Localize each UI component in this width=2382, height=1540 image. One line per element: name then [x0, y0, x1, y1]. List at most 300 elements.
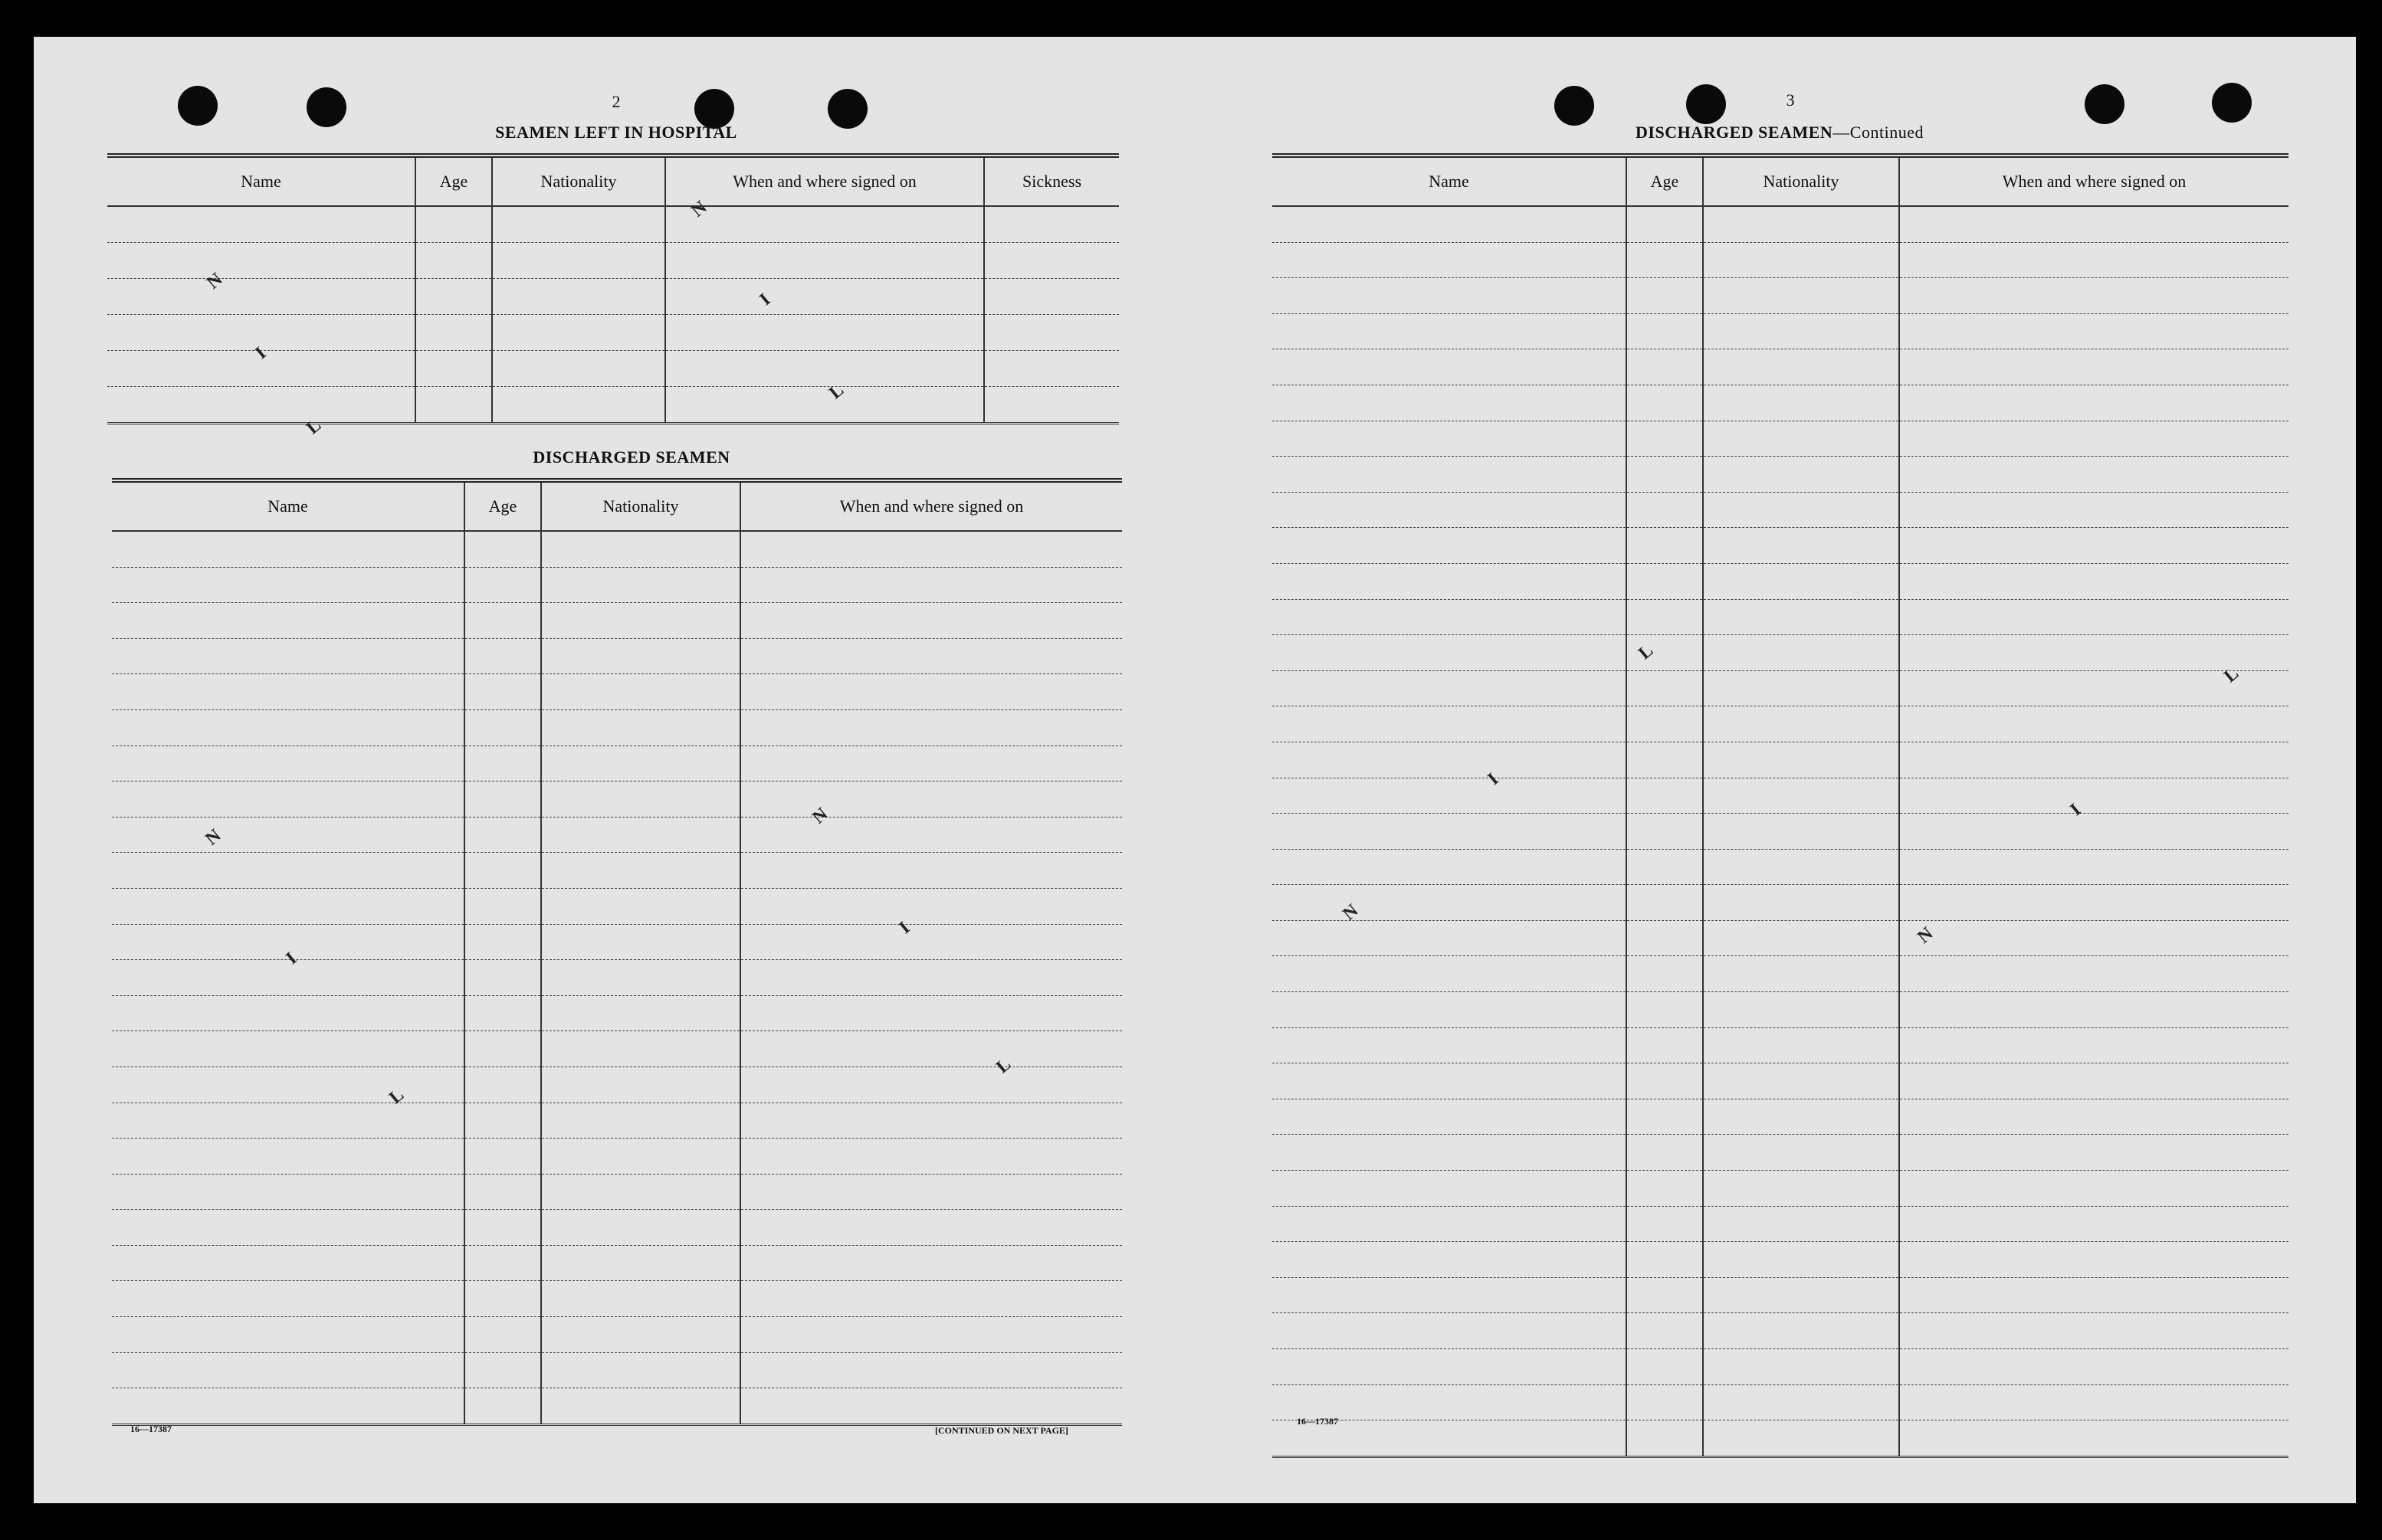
hospital-section-title: SEAMEN LEFT IN HOSPITAL: [495, 123, 737, 142]
table-cell: [1899, 457, 2288, 493]
table-cell: [492, 243, 665, 279]
table-cell: [464, 888, 541, 924]
column-header-name: Name: [1272, 158, 1626, 206]
table-cell: [1899, 885, 2288, 921]
table-row: [1272, 849, 2288, 885]
table-cell: [1899, 1313, 2288, 1349]
table-cell: [1272, 242, 1626, 278]
table-cell: [1899, 1206, 2288, 1242]
table-cell: [112, 745, 464, 781]
table-cell: [1703, 1420, 1899, 1457]
table-row: [112, 1245, 1122, 1281]
column-header-nationality: Nationality: [1703, 158, 1899, 206]
table-cell: [112, 1067, 464, 1103]
table-row: [1272, 349, 2288, 385]
table-cell: [984, 243, 1119, 279]
column-header-nationality: Nationality: [541, 483, 740, 531]
table-cell: [464, 1281, 541, 1317]
punch-hole: [1554, 86, 1594, 126]
table-cell: [1899, 956, 2288, 992]
table-cell: [1626, 1313, 1703, 1349]
table-cell: [464, 1174, 541, 1210]
table-cell: [740, 1067, 1122, 1103]
table-cell: [1626, 528, 1703, 564]
table-row: [112, 1388, 1122, 1425]
table-row: [112, 603, 1122, 639]
nil-mark-n: N: [809, 804, 832, 828]
table-cell: [665, 315, 984, 351]
table-row: [112, 853, 1122, 889]
table-cell: [1272, 1063, 1626, 1099]
table-cell: [1899, 1384, 2288, 1420]
table-cell: [1626, 1171, 1703, 1207]
nil-mark-i: I: [1484, 769, 1503, 790]
table-cell: [107, 206, 415, 243]
table-cell: [1703, 1349, 1899, 1385]
table-cell: [1626, 706, 1703, 742]
table-cell: [1626, 1027, 1703, 1063]
table-cell: [112, 817, 464, 853]
table-row: [1272, 1063, 2288, 1099]
nil-mark-n: N: [687, 197, 711, 221]
table-cell: [740, 1031, 1122, 1067]
table-cell: [1626, 457, 1703, 493]
table-cell: [740, 995, 1122, 1031]
table-cell: [1272, 778, 1626, 814]
page-number: 2: [612, 92, 621, 111]
table-cell: [1899, 706, 2288, 742]
table-cell: [464, 1067, 541, 1103]
table-cell: [541, 817, 740, 853]
nil-mark-i: I: [251, 343, 271, 364]
nil-mark-i: I: [756, 290, 775, 310]
table-cell: [1272, 1027, 1626, 1063]
table-cell: [1272, 1135, 1626, 1171]
table-cell: [1626, 778, 1703, 814]
table-cell: [464, 817, 541, 853]
table-row: [1272, 385, 2288, 421]
table-cell: [112, 1352, 464, 1388]
table-row: [1272, 313, 2288, 349]
table-row: [107, 387, 1119, 424]
discharged-continued-title: [1636, 123, 1924, 143]
table-cell: [1272, 206, 1626, 242]
table-cell: [1272, 278, 1626, 314]
table-cell: [415, 243, 492, 279]
table-cell: [1626, 1063, 1703, 1099]
table-cell: [1703, 278, 1899, 314]
table-row: [112, 1210, 1122, 1246]
table-cell: [1626, 992, 1703, 1028]
table-cell: [112, 1031, 464, 1067]
table-cell: [1272, 742, 1626, 778]
table-cell: [1272, 528, 1626, 564]
table-cell: [541, 1067, 740, 1103]
table-cell: [740, 960, 1122, 996]
punch-hole: [1686, 84, 1726, 124]
table-cell: [1272, 706, 1626, 742]
table-cell: [1272, 920, 1626, 956]
table-row: [1272, 1206, 2288, 1242]
table-cell: [541, 745, 740, 781]
table-cell: [464, 960, 541, 996]
table-cell: [1703, 956, 1899, 992]
table-cell: [541, 995, 740, 1031]
table-cell: [1626, 313, 1703, 349]
table-cell: [1703, 206, 1899, 242]
table-cell: [112, 709, 464, 745]
table-cell: [112, 1281, 464, 1317]
table-cell: [112, 853, 464, 889]
table-row: [112, 1139, 1122, 1175]
table-row: [112, 745, 1122, 781]
table-cell: [740, 603, 1122, 639]
table-cell: [1899, 1099, 2288, 1135]
table-cell: [1272, 599, 1626, 635]
table-row: [1272, 956, 2288, 992]
discharged-table-body: [112, 531, 1122, 1424]
table-cell: [1626, 1206, 1703, 1242]
table-row: [1272, 1099, 2288, 1135]
table-cell: [1272, 1384, 1626, 1420]
nil-mark-l: L: [386, 1085, 408, 1109]
table-cell: [492, 351, 665, 387]
table-cell: [1626, 814, 1703, 850]
table-row: [1272, 778, 2288, 814]
table-cell: [1272, 1242, 1626, 1278]
table-cell: [1703, 1206, 1899, 1242]
table-row: [107, 243, 1119, 279]
table-cell: [1272, 385, 1626, 421]
table-cell: [1272, 1171, 1626, 1207]
table-cell: [112, 603, 464, 639]
nil-mark-l: L: [992, 1054, 1015, 1078]
table-cell: [740, 531, 1122, 567]
table-cell: [541, 781, 740, 818]
table-cell: [541, 531, 740, 567]
table-row: [1272, 670, 2288, 706]
table-cell: [1626, 1420, 1703, 1457]
table-row: [1272, 1171, 2288, 1207]
table-row: [1272, 421, 2288, 457]
table-cell: [1626, 1349, 1703, 1385]
nil-mark-l: L: [2220, 664, 2243, 687]
table-row: [1272, 1313, 2288, 1349]
table-cell: [984, 315, 1119, 351]
table-cell: [1703, 920, 1899, 956]
table-cell: [1703, 778, 1899, 814]
table-cell: [740, 1174, 1122, 1210]
table-cell: [1272, 992, 1626, 1028]
continuation-note: [CONTINUED ON NEXT PAGE]: [935, 1425, 1068, 1436]
table-cell: [1899, 1277, 2288, 1313]
punch-hole: [307, 87, 346, 127]
table-cell: [1272, 1277, 1626, 1313]
table-row: [1272, 1242, 2288, 1278]
table-cell: [541, 1281, 740, 1317]
nil-mark-i: I: [895, 918, 914, 939]
table-cell: [1626, 670, 1703, 706]
table-row: [1272, 706, 2288, 742]
form-number: 16—17387: [1297, 1416, 1338, 1427]
table-cell: [740, 781, 1122, 818]
column-header-signed-on: When and where signed on: [1899, 158, 2288, 206]
table-cell: [1272, 1349, 1626, 1385]
table-cell: [1703, 563, 1899, 599]
table-row: [1272, 1420, 2288, 1457]
table-cell: [1703, 349, 1899, 385]
table-cell: [464, 1139, 541, 1175]
table-cell: [1272, 349, 1626, 385]
table-cell: [665, 351, 984, 387]
table-cell: [1626, 563, 1703, 599]
table-cell: [1703, 242, 1899, 278]
column-header-name: Name: [107, 158, 415, 206]
table-cell: [112, 781, 464, 818]
table-cell: [740, 1317, 1122, 1353]
table-cell: [464, 1031, 541, 1067]
column-header-name: Name: [112, 483, 464, 531]
table-cell: [1899, 1063, 2288, 1099]
table-cell: [112, 1245, 464, 1281]
table-cell: [541, 888, 740, 924]
table-row: [112, 888, 1122, 924]
table-cell: [415, 351, 492, 387]
table-cell: [1626, 956, 1703, 992]
table-cell: [541, 603, 740, 639]
table-row: [112, 1317, 1122, 1353]
table-cell: [541, 853, 740, 889]
table-cell: [541, 1245, 740, 1281]
table-cell: [1272, 492, 1626, 528]
table-cell: [1899, 920, 2288, 956]
table-cell: [541, 960, 740, 996]
table-cell: [1272, 1313, 1626, 1349]
table-cell: [112, 1174, 464, 1210]
table-cell: [1703, 742, 1899, 778]
table-cell: [1272, 563, 1626, 599]
table-cell: [1899, 492, 2288, 528]
table-cell: [1899, 1420, 2288, 1457]
table-cell: [740, 674, 1122, 710]
table-cell: [112, 638, 464, 674]
table-row: [1272, 563, 2288, 599]
table-cell: [1703, 1242, 1899, 1278]
table-cell: [464, 674, 541, 710]
column-header-age: Age: [464, 483, 541, 531]
table-cell: [112, 1317, 464, 1353]
table-cell: [740, 1210, 1122, 1246]
table-row: [1272, 635, 2288, 671]
discharged-table: [112, 478, 1122, 1426]
table-cell: [1626, 1277, 1703, 1313]
table-row: [112, 995, 1122, 1031]
table-cell: [740, 888, 1122, 924]
table-cell: [492, 315, 665, 351]
table-cell: [1703, 1277, 1899, 1313]
table-cell: [740, 1281, 1122, 1317]
table-cell: [1899, 421, 2288, 457]
table-cell: [107, 387, 415, 424]
table-cell: [1626, 385, 1703, 421]
table-row: [112, 924, 1122, 960]
nil-mark-i: I: [2066, 800, 2085, 821]
punch-hole: [828, 89, 868, 129]
table-cell: [1703, 1384, 1899, 1420]
table-cell: [464, 781, 541, 818]
table-cell: [1626, 206, 1703, 242]
table-cell: [112, 1103, 464, 1139]
table-cell: [1899, 742, 2288, 778]
table-row: [1272, 1349, 2288, 1385]
nil-mark-n: N: [203, 269, 227, 293]
table-cell: [1626, 1099, 1703, 1135]
table-cell: [1626, 242, 1703, 278]
table-cell: [415, 387, 492, 424]
table-cell: [1272, 956, 1626, 992]
table-row: [112, 781, 1122, 818]
table-row: [1272, 992, 2288, 1028]
table-cell: [1703, 1135, 1899, 1171]
table-cell: [464, 709, 541, 745]
table-cell: [740, 638, 1122, 674]
nil-mark-l: L: [825, 380, 848, 404]
table-cell: [984, 206, 1119, 243]
table-row: [112, 817, 1122, 853]
table-cell: [1272, 635, 1626, 671]
punch-hole: [2212, 83, 2252, 123]
table-row: [112, 709, 1122, 745]
table-cell: [464, 567, 541, 603]
table-cell: [541, 674, 740, 710]
nil-mark-n: N: [202, 825, 225, 850]
table-cell: [1626, 1135, 1703, 1171]
table-cell: [1703, 706, 1899, 742]
table-cell: [415, 315, 492, 351]
table-cell: [107, 315, 415, 351]
table-row: [107, 206, 1119, 243]
table-cell: [464, 995, 541, 1031]
table-cell: [1272, 457, 1626, 493]
table-cell: [464, 531, 541, 567]
table-cell: [740, 1139, 1122, 1175]
table-cell: [1272, 849, 1626, 885]
table-cell: [984, 351, 1119, 387]
table-cell: [1899, 599, 2288, 635]
table-cell: [492, 387, 665, 424]
table-cell: [1626, 1242, 1703, 1278]
table-cell: [1899, 206, 2288, 242]
table-cell: [1703, 1171, 1899, 1207]
table-cell: [1703, 992, 1899, 1028]
table-cell: [1703, 385, 1899, 421]
table-cell: [1703, 1099, 1899, 1135]
table-cell: [1626, 278, 1703, 314]
table-row: [112, 960, 1122, 996]
table-cell: [740, 709, 1122, 745]
table-cell: [541, 1317, 740, 1353]
table-cell: [1626, 421, 1703, 457]
table-row: [1272, 1027, 2288, 1063]
table-cell: [1703, 1313, 1899, 1349]
table-cell: [541, 1139, 740, 1175]
table-row: [112, 1031, 1122, 1067]
nil-mark-n: N: [1914, 923, 1937, 948]
table-cell: [1272, 670, 1626, 706]
table-cell: [1626, 885, 1703, 921]
title-suffix: —Continued: [1832, 123, 1924, 142]
table-cell: [1703, 635, 1899, 671]
table-row: [1272, 599, 2288, 635]
table-cell: [1703, 313, 1899, 349]
table-row: [1272, 457, 2288, 493]
table-cell: [1899, 1135, 2288, 1171]
table-row: [112, 674, 1122, 710]
table-cell: [740, 567, 1122, 603]
table-row: [1272, 492, 2288, 528]
table-row: [112, 638, 1122, 674]
table-cell: [1899, 242, 2288, 278]
table-row: [1272, 814, 2288, 850]
table-cell: [740, 1103, 1122, 1139]
table-cell: [464, 638, 541, 674]
table-cell: [665, 279, 984, 315]
table-cell: [665, 243, 984, 279]
nil-mark-l: L: [1635, 641, 1658, 664]
table-row: [1272, 278, 2288, 314]
table-cell: [984, 279, 1119, 315]
table-cell: [1899, 992, 2288, 1028]
table-cell: [1626, 1384, 1703, 1420]
punch-hole: [2085, 84, 2124, 124]
table-cell: [1899, 1242, 2288, 1278]
column-header-sickness: Sickness: [984, 158, 1119, 206]
table-cell: [112, 1388, 464, 1425]
table-row: [112, 531, 1122, 567]
table-cell: [107, 279, 415, 315]
table-cell: [1272, 1099, 1626, 1135]
table-cell: [1899, 385, 2288, 421]
discharged-continued-table: [1272, 153, 2288, 1458]
table-cell: [464, 1245, 541, 1281]
table-cell: [112, 531, 464, 567]
table-cell: [1703, 885, 1899, 921]
table-cell: [740, 817, 1122, 853]
table-row: [1272, 1135, 2288, 1171]
table-row: [1272, 742, 2288, 778]
table-cell: [112, 995, 464, 1031]
table-cell: [1899, 313, 2288, 349]
table-cell: [740, 1245, 1122, 1281]
table-cell: [541, 1388, 740, 1425]
table-cell: [112, 1210, 464, 1246]
table-cell: [665, 387, 984, 424]
table-cell: [464, 1210, 541, 1246]
table-cell: [541, 1174, 740, 1210]
nil-mark-i: I: [282, 949, 301, 969]
table-cell: [1899, 278, 2288, 314]
discharged-section-title: DISCHARGED SEAMEN: [533, 447, 730, 467]
table-cell: [112, 960, 464, 996]
table-cell: [1899, 814, 2288, 850]
table-cell: [1626, 492, 1703, 528]
table-cell: [1272, 885, 1626, 921]
table-cell: [112, 567, 464, 603]
table-cell: [1899, 563, 2288, 599]
table-cell: [1272, 421, 1626, 457]
table-row: [112, 1103, 1122, 1139]
table-cell: [464, 853, 541, 889]
